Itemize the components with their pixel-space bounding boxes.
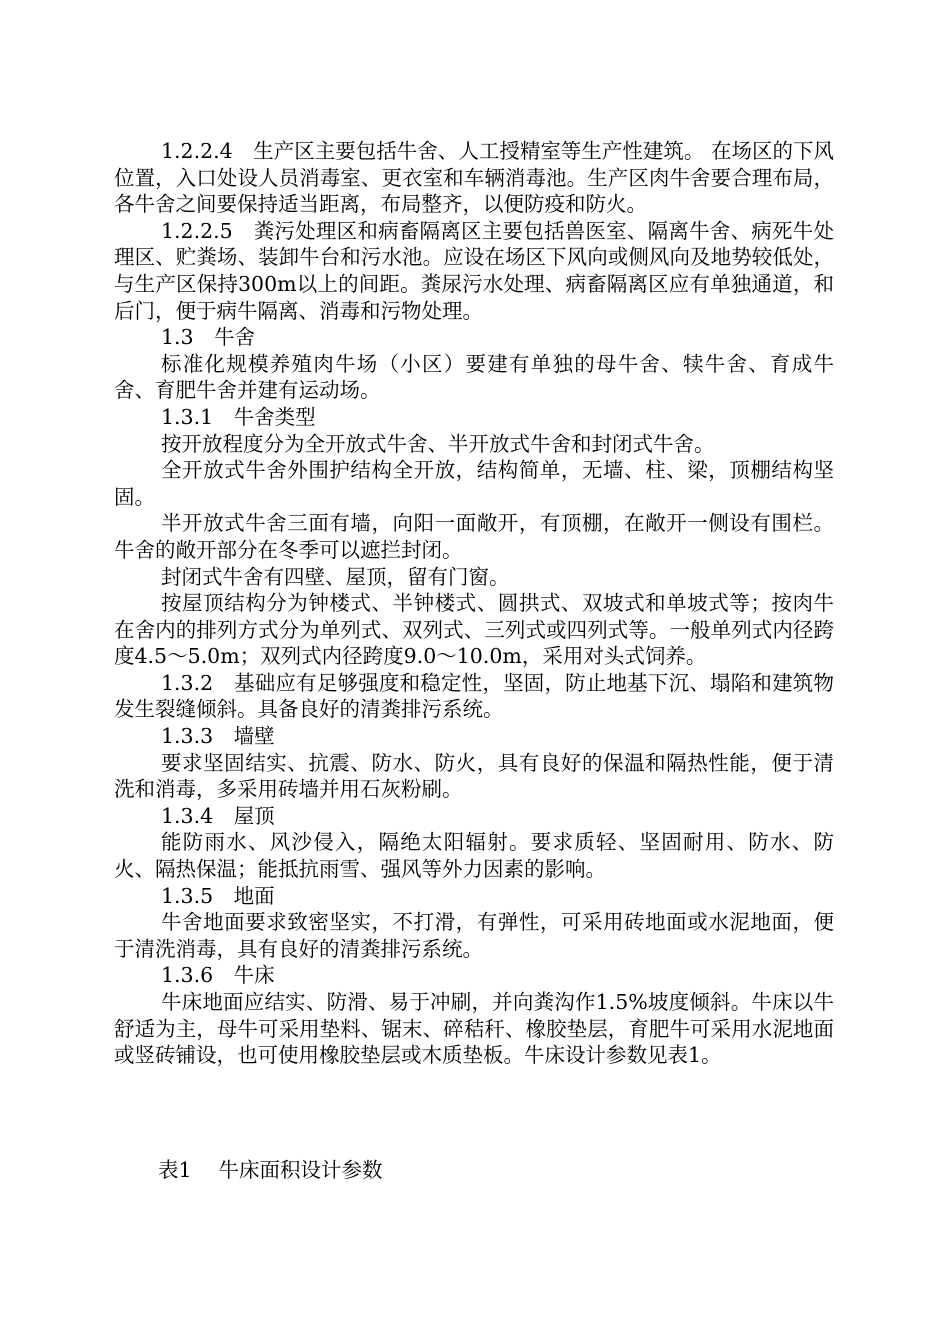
paragraph-1-3-2: 1.3.2 基础应有足够强度和稳定性，坚固，防止地基下沉、塌陷和建筑物发生裂缝倾斜。具备良好的清粪排污系统。	[114, 670, 834, 722]
paragraph-openness: 按开放程度分为全开放式牛舍、半开放式牛舍和封闭式牛舍。	[161, 431, 715, 456]
paragraph-closed: 封闭式牛舍有四壁、屋顶，留有门窗。	[161, 564, 510, 589]
section-heading-1-3-3: 1.3.3 墙壁	[161, 724, 275, 749]
section-heading-1-3: 1.3 牛舍	[161, 325, 256, 350]
paragraph-roof-structure: 按屋顶结构分为钟楼式、半钟楼式、圆拱式、双坡式和单坡式等；按肉牛在舍内的排列方式分为单列式、双列式、三列式或四列式等。一般单列式内径跨度4.5～5.0m；双列式内径跨度9.0～10.0m，采用对头式饲养。	[114, 591, 834, 669]
table-caption: 表1 牛床面积设计参数	[158, 1158, 383, 1182]
paragraph-cattle-bed: 牛床地面应结实、防滑、易于冲刷，并向粪沟作1.5%坡度倾斜。牛床以牛舒适为主，母牛可采用垫料、锯末、碎秸秆、橡胶垫层，育肥牛可采用水泥地面或竖砖铺设，也可使用橡胶垫层或木质垫板。牛床设计参数见表1。	[114, 990, 834, 1068]
section-heading-1-3-5: 1.3.5 地面	[161, 883, 275, 908]
paragraph-fully-open: 全开放式牛舍外围护结构全开放，结构简单，无墙、柱、梁，顶棚结构坚固。	[114, 458, 834, 509]
paragraph-floor: 牛舍地面要求致密坚实，不打滑，有弹性，可采用砖地面或水泥地面，便于清洗消毒，具有良好的清粪排污系统。	[114, 910, 834, 961]
section-heading-1-3-6: 1.3.6 牛床	[161, 963, 275, 988]
paragraph-roof: 能防雨水、风沙侵入，隔绝太阳辐射。要求质轻、坚固耐用、防水、防火、隔热保温；能抵抗雨雪、强风等外力因素的影响。	[114, 830, 834, 882]
paragraph-walls: 要求坚固结实、抗震、防水、防火，具有良好的保温和隔热性能，便于清洗和消毒，多采用砖墙并用石灰粉刷。	[114, 750, 834, 802]
paragraph-1-2-2-4: 1.2.2.4 生产区主要包括牛舍、人工授精室等生产性建筑。 在场区的下风位置，入口处设人员消毒室、更衣室和车辆消毒池。生产区肉牛舍要合理布局，各牛舍之间要保持适当距离，布局整齐，以便防疫和防火。	[114, 139, 834, 217]
paragraph-semi-open: 半开放式牛舍三面有墙，向阳一面敞开，有顶棚，在敞开一侧设有围栏。牛舍的敞开部分在冬季可以遮拦封闭。	[114, 511, 834, 562]
paragraph-cattle-houses: 标准化规模养殖肉牛场（小区）要建有单独的母牛舍、犊牛舍、育成牛舍、育肥牛舍并建有运动场。	[114, 351, 834, 403]
body-text	[114, 138, 834, 1069]
section-heading-1-3-4: 1.3.4 屋顶	[161, 803, 275, 828]
paragraph-1-2-2-5: 1.2.2.5 粪污处理区和病畜隔离区主要包括兽医室、隔离牛舍、病死牛处理区、贮粪场、装卸牛台和污水池。应设在场区下风向或侧风向及地势较低处，与生产区保持300m以上的间距。粪尿污水处理、病畜隔离区应有单独通道，和后门，便于病牛隔离、消毒和污物处理。	[114, 218, 834, 323]
section-heading-1-3-1: 1.3.1 牛舍类型	[161, 404, 316, 429]
